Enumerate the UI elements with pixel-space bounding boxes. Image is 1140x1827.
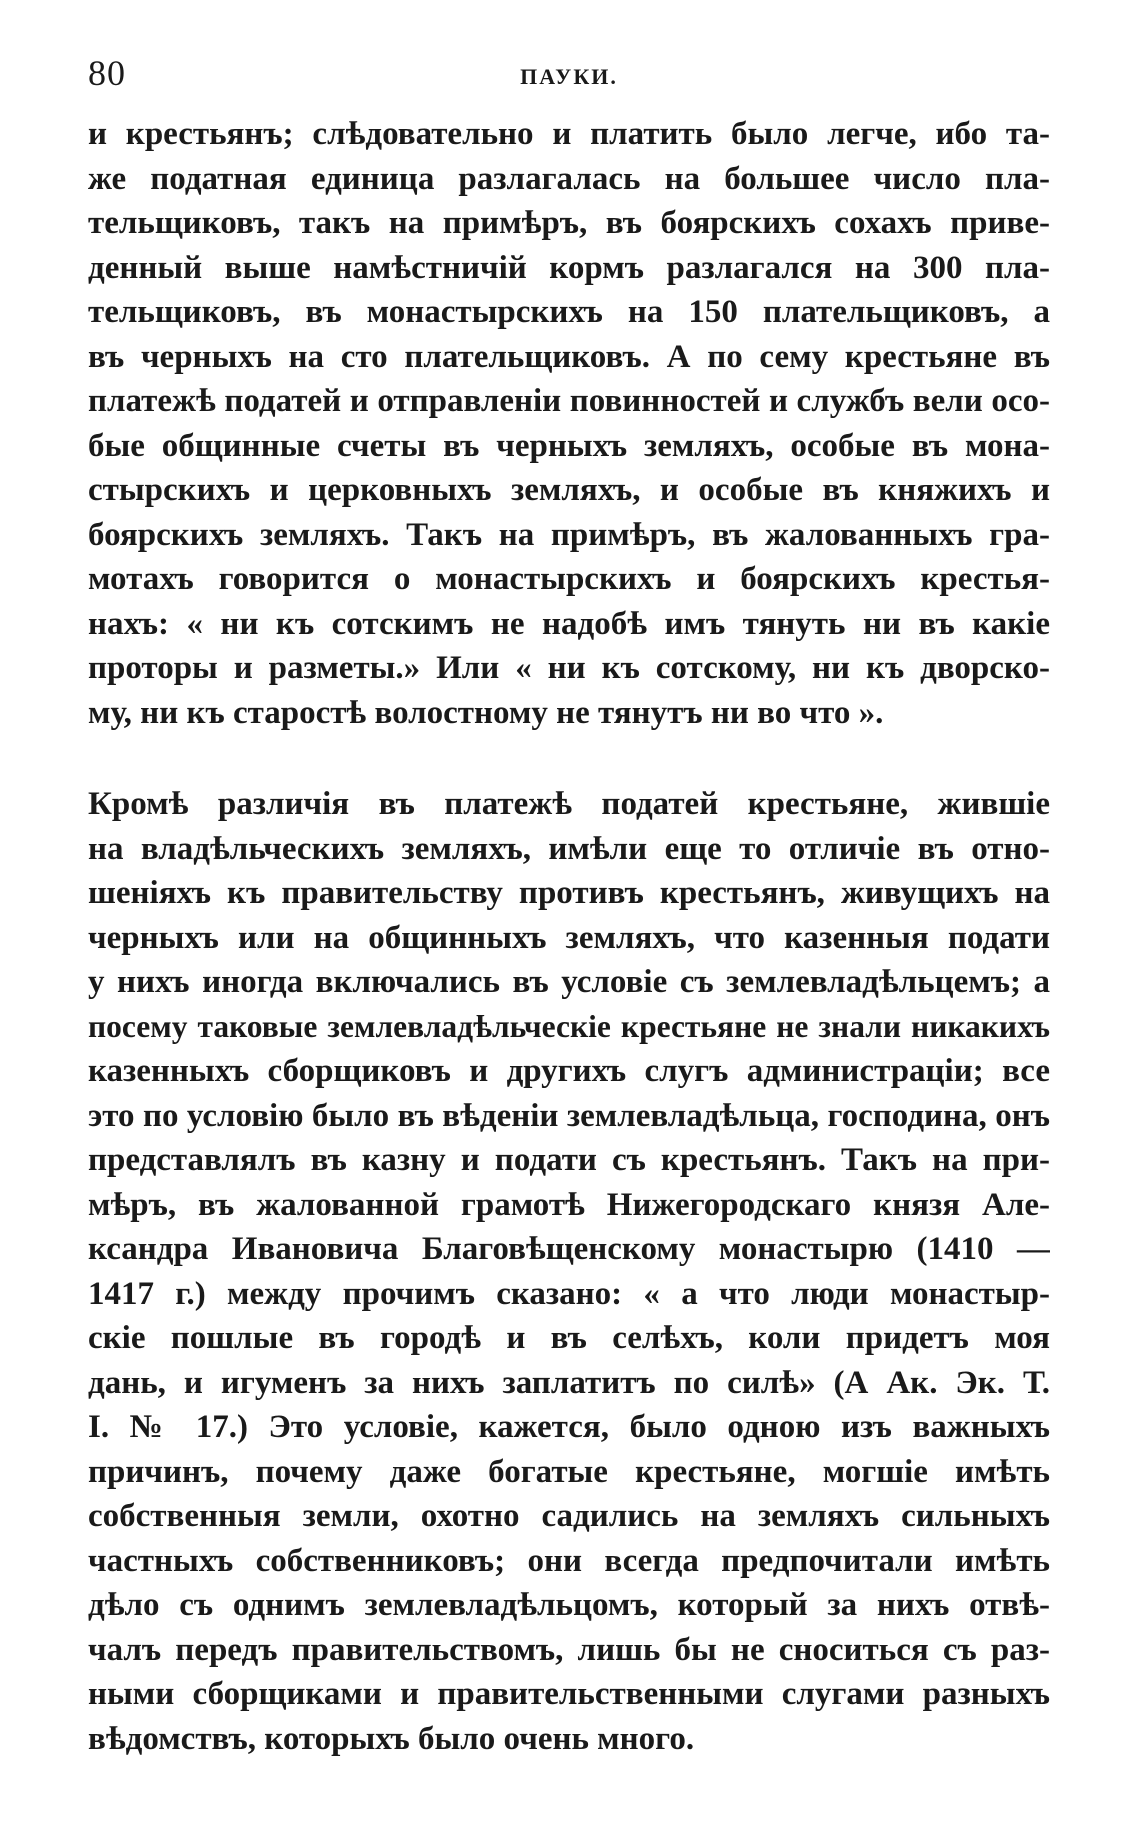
text-line: стырскихъ и церковныхъ земляхъ, и особые въ княжихъ и: [88, 472, 1050, 508]
text-line: скіе пошлые въ городѣ и въ селѣхъ, коли придетъ моя: [88, 1320, 1050, 1356]
text-line: и крестьянъ; слѣдовательно и платить было легче, ибо та-: [88, 116, 1050, 152]
page-header: [88, 52, 1050, 104]
text-line: тельщиковъ, въ монастырскихъ на 150 плательщиковъ, а: [88, 294, 1050, 330]
text-line: тельщиковъ, такъ на примѣръ, въ боярскихъ сохахъ приве-: [88, 205, 1050, 241]
text-line: му, ни къ старостѣ волостному не тянутъ ни во что ».: [88, 694, 884, 731]
text-line: дань, и игуменъ за нихъ заплатитъ по силѣ» (А Ак. Эк. Т.: [88, 1364, 1050, 1401]
text-line: Кромѣ различія въ платежѣ податей крестьяне, жившіе: [88, 786, 1050, 822]
text-line: мотахъ говорится о монастырскихъ и боярскихъ крестья-: [88, 561, 1050, 597]
text-line: 1417 г.) между прочимъ сказано: « а что люди монастыр-: [88, 1275, 1050, 1312]
text-line: вѣдомствъ, которыхъ было очень много.: [88, 1720, 695, 1757]
text-line: представлялъ въ казну и подати съ крестьянъ. Такъ на при-: [88, 1142, 1050, 1178]
text-line: ными сборщиками и правительственными слугами разныхъ: [88, 1676, 1050, 1712]
text-line: черныхъ или на общинныхъ земляхъ, что казенныя подати: [88, 919, 1050, 956]
text-line: ксандра Ивановича Благовѣщенскому монастырю (1410 —: [88, 1231, 1050, 1267]
text-line: казенныхъ сборщиковъ и другихъ слугъ администраціи; все: [88, 1053, 1050, 1089]
text-line: боярскихъ земляхъ. Такъ на примѣръ, въ жалованныхъ гра-: [88, 516, 1050, 553]
text-line: на владѣльческихъ земляхъ, имѣли еще то отличіе въ отно-: [88, 830, 1050, 867]
text-line: посему таковые землевладѣльческіе крестьяне не знали никакихъ: [88, 1008, 1050, 1044]
text-line: бые общинные счеты въ черныхъ земляхъ, особые въ мона-: [88, 427, 1050, 464]
text-line: нахъ: « ни къ сотскимъ не надобѣ имъ тянуть ни въ какіе: [88, 605, 1050, 642]
text-line: причинъ, почему даже богатые крестьяне, могшіе имѣть: [88, 1453, 1050, 1490]
text-line: же податная единица разлагалась на большее число пла-: [88, 160, 1050, 197]
text-line: шеніяхъ къ правительству противъ крестьянъ, живущихъ на: [88, 875, 1050, 911]
paragraph-1: [88, 112, 1050, 735]
text-line: частныхъ собственниковъ; они всегда предпочитали имѣть: [88, 1542, 1050, 1579]
paragraph-2: [88, 782, 1050, 1761]
text-line: I. № 17.) Это условіе, кажется, было одною изъ важныхъ: [88, 1409, 1050, 1445]
page-number: 80: [88, 53, 126, 93]
text-line: у нихъ иногда включались въ условіе съ землевладѣльцемъ; а: [88, 964, 1050, 1000]
text-line: это по условію было въ вѣденіи землевладѣльца, господина, онъ: [88, 1097, 1050, 1134]
text-line: мѣръ, въ жалованной грамотѣ Нижегородскаго князя Але-: [88, 1186, 1050, 1223]
text-line: въ черныхъ на сто плательщиковъ. А по сему крестьяне въ: [88, 338, 1050, 375]
text-line: чалъ передъ правительствомъ, лишь бы не сноситься съ раз-: [88, 1631, 1050, 1668]
running-title: ПАУКИ.: [520, 64, 618, 89]
text-line: собственныя земли, охотно садились на земляхъ сильныхъ: [88, 1498, 1050, 1534]
text-line: денный выше намѣстничій кормъ разлагался на 300 пла-: [88, 249, 1050, 286]
text-line: дѣло съ однимъ землевладѣльцомъ, который за нихъ отвѣ-: [88, 1587, 1050, 1623]
text-line: проторы и разметы.» Или « ни къ сотскому, ни къ дворско-: [88, 650, 1050, 686]
text-line: платежѣ податей и отправленіи повинностей и службъ вели осо-: [88, 383, 1050, 419]
